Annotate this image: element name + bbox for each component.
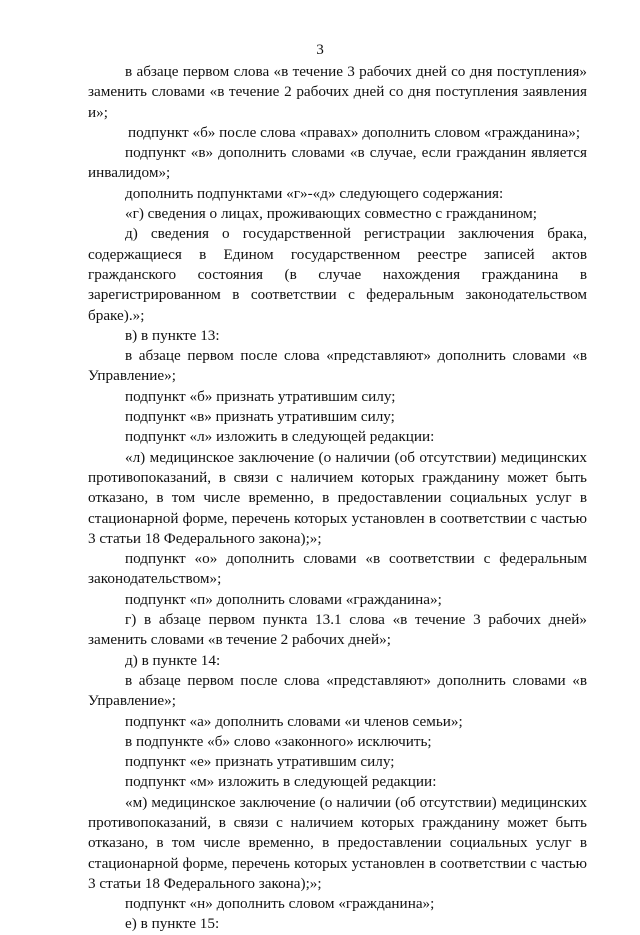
paragraph: подпункт «б» после слова «правах» дополнить словом «гражданина»; — [128, 123, 581, 141]
paragraph: подпункт «н» дополнить словом «гражданина»; — [125, 895, 435, 913]
paragraph: подпункт «а» дополнить словами «и членов семьи»; — [125, 712, 463, 730]
paragraph: подпункт «м» изложить в следующей редакции: — [125, 773, 437, 791]
paragraph: в подпункте «б» слово «законного» исключить; — [125, 732, 432, 750]
paragraph: д) сведения о государственной регистрации заключения брака, содержащиеся в Едином государственном реестре записей актов гражданского состояния (в случае нахождения гражданина в зарегистрированном в соответствии с федеральным законодательством браке).»; — [88, 225, 587, 324]
page-number: 3 — [316, 41, 324, 58]
paragraph: дополнить подпунктами «г»-«д» следующего содержания: — [125, 184, 504, 202]
paragraph: подпункт «в» признать утратившим силу; — [125, 408, 395, 426]
paragraph: подпункт «в» дополнить словами «в случае, если гражданин является инвалидом»; — [88, 144, 587, 182]
document-body — [88, 62, 587, 935]
paragraph: «л) медицинское заключение (о наличии (об отсутствии) медицинских противопоказаний, в связи с наличием которых гражданину может быть отказано, в том числе временно, в предоставлении социальных услуг в стационарной форме, перечень которых установлен в соответствии с частью 3 статьи 18 Федерального закона);»; — [88, 448, 587, 547]
paragraph: в абзаце первом слова «в течение 3 рабочих дней со дня поступления» заменить словами «в течение 2 рабочих дней со дня поступления заявления и»; — [88, 63, 587, 121]
paragraph: подпункт «е» признать утратившим силу; — [125, 753, 395, 771]
paragraph: подпункт «б» признать утратившим силу; — [125, 387, 396, 405]
paragraph: подпункт «п» дополнить словами «гражданина»; — [125, 590, 442, 608]
paragraph: д) в пункте 14: — [125, 651, 221, 669]
paragraph: в абзаце первом после слова «представляют» дополнить словами «в Управление»; — [88, 671, 587, 710]
paragraph: «м) медицинское заключение (о наличии (об отсутствии) медицинских противопоказаний, в связи с наличием которых гражданину может быть отказано, в том числе временно, в предоставлении социальных услуг в стационарной форме, перечень которых установлен в соответствии с частью 3 статьи 18 Федерального закона);»; — [88, 793, 587, 892]
paragraph: подпункт «о» дополнить словами «в соответствии с федеральным законодательством»; — [88, 550, 587, 588]
paragraph: в абзаце первом после слова «представляют» дополнить словами «в Управление»; — [88, 347, 587, 385]
paragraph: «г) сведения о лицах, проживающих совместно с гражданином; — [125, 205, 537, 223]
paragraph: в) в пункте 13: — [125, 326, 220, 344]
paragraph: е) в пункте 15: — [125, 915, 220, 933]
paragraph: г) в абзаце первом пункта 13.1 слова «в течение 3 рабочих дней» заменить словами «в течение 2 рабочих дней»; — [88, 611, 587, 649]
paragraph: подпункт «л» изложить в следующей редакции: — [125, 428, 435, 446]
